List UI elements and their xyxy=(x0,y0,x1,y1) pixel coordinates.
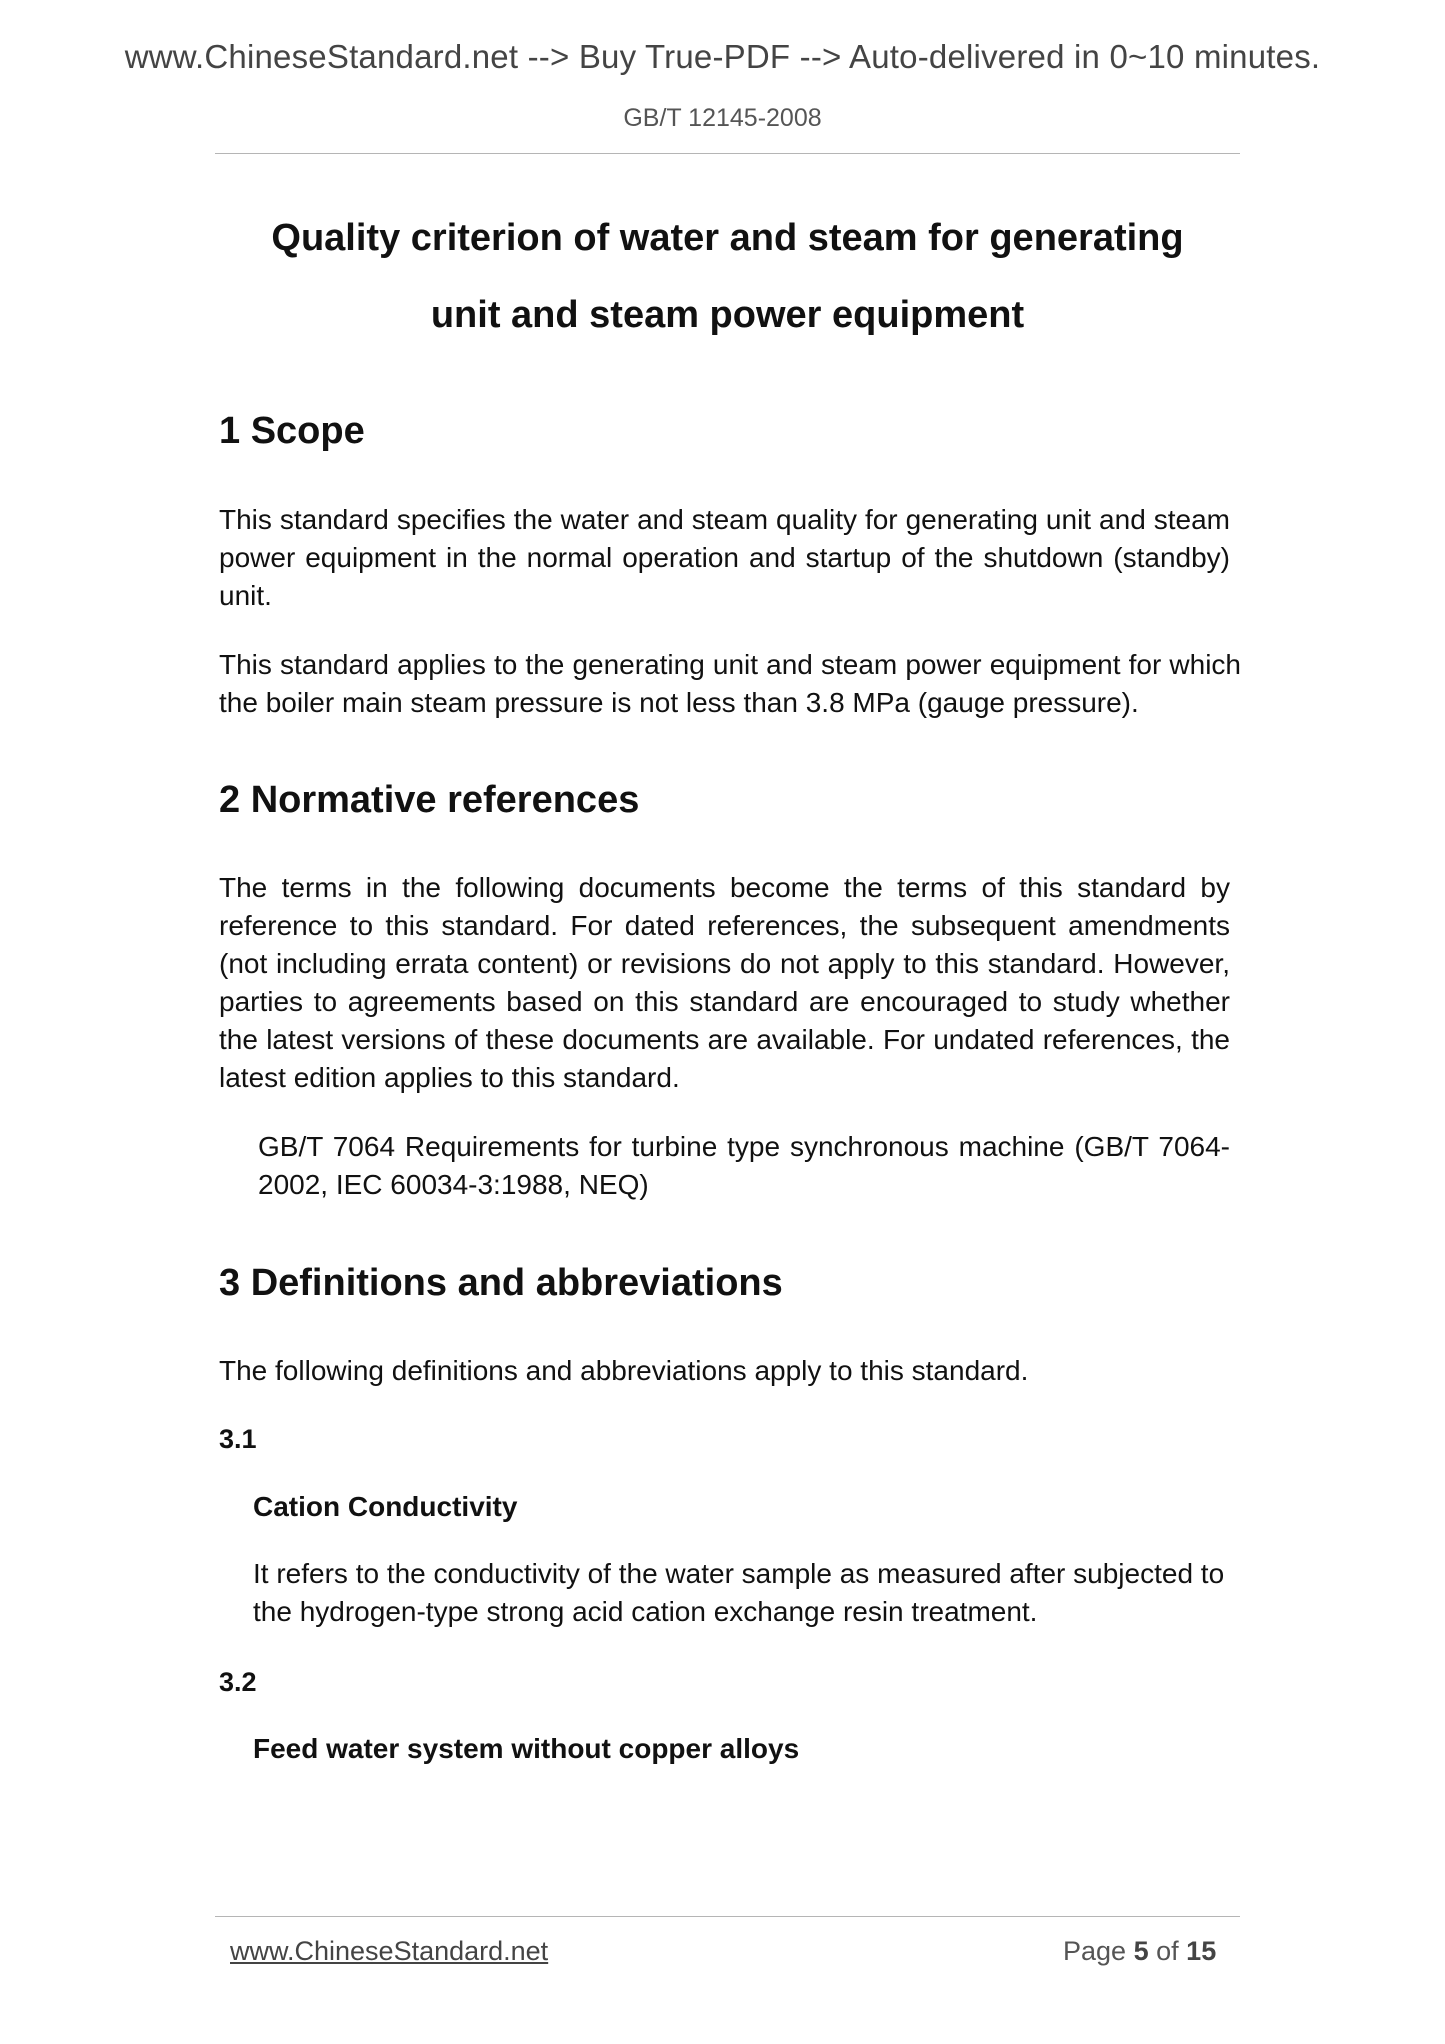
clause-number-3-2: 3.2 xyxy=(219,1667,257,1697)
header-banner[interactable]: www.ChineseStandard.net --> Buy True-PDF --> Auto-delivered in 0~10 minutes. xyxy=(124,38,1321,75)
of-label: of xyxy=(1156,1936,1179,1966)
page-number: 5 xyxy=(1133,1936,1149,1966)
footer-website-link[interactable]: www.ChineseStandard.net xyxy=(230,1936,549,1966)
term-cation-conductivity: Cation Conductivity xyxy=(253,1491,518,1522)
title-line-1: Quality criterion of water and steam for generating xyxy=(271,217,1184,259)
page-total: 15 xyxy=(1186,1936,1217,1966)
scope-paragraph-2-text: This standard applies to the generating unit and steam power equipment for which the boiler main steam pressure is not less than 3.8 MPa (gauge pressure). xyxy=(219,649,1241,718)
reference-gbt-7064: GB/T 7064 Requirements for turbine type synchronous machine (GB/T 7064-2002, IEC 60034-3:1988, NEQ) xyxy=(258,1131,1230,1200)
definition-cation-conductivity: It refers to the conductivity of the water sample as measured after subjected to the hydrogen-type strong acid cation exchange resin treatment. xyxy=(253,1558,1225,1627)
section-heading-normative-references: 2 Normative references xyxy=(219,779,640,821)
title-line-2: unit and steam power equipment xyxy=(430,294,1025,336)
page-indicator xyxy=(1063,1936,1216,1967)
page-label: Page xyxy=(1063,1936,1127,1966)
document-title xyxy=(215,200,1240,354)
footer-divider xyxy=(215,1916,1240,1917)
section-heading-definitions: 3 Definitions and abbreviations xyxy=(219,1262,783,1304)
scope-paragraph-2 xyxy=(219,646,1241,722)
normative-references-paragraph: The terms in the following documents become the terms of this standard by reference to this standard. For dated references, the subsequent amendments (not including errata content) or revisions do not apply to this standard. However, parties to agreements based on this standard are encouraged to study whether the latest versions of these documents are available. For undated references, the latest edition applies to this standard. xyxy=(219,872,1230,1093)
header-divider xyxy=(215,153,1240,154)
section-heading-scope: 1 Scope xyxy=(219,410,365,452)
definitions-intro: The following definitions and abbreviations apply to this standard. xyxy=(219,1355,1029,1386)
term-feed-water-system: Feed water system without copper alloys xyxy=(253,1733,800,1764)
scope-paragraph-1: This standard specifies the water and steam quality for generating unit and steam power equipment in the normal operation and startup of the shutdown (standby) unit. xyxy=(219,504,1230,611)
standard-code: GB/T 12145-2008 xyxy=(623,104,822,132)
clause-number-3-1: 3.1 xyxy=(219,1424,257,1454)
